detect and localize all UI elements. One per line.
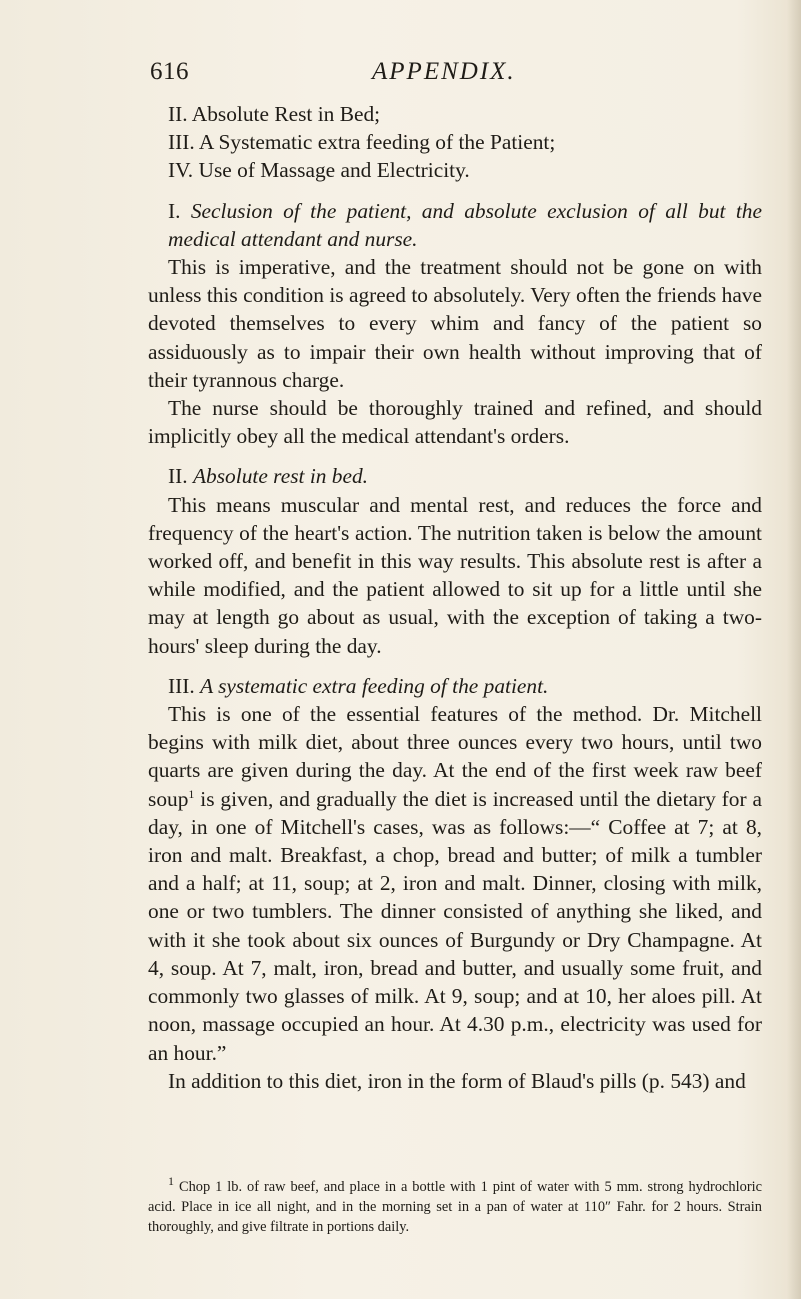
paragraph: This means muscular and mental rest, and reduces the force and frequency of the heart's action. The nutrition taken is below the amount worked off, and benefit in this way results. This absolute rest is after a while modified, and the patient allowed to sit up for a little until she may at length go about as usual, with the exception of taking a two-hours' sleep during the day. (148, 492, 762, 658)
section-1-heading (148, 197, 762, 253)
paragraph-part: is given, and gradually the diet is increased until the dietary for a day, in one of Mitchell's cases, was as follows:—“ Coffee at 7; at 8, iron and malt. Breakfast, a chop, bread and butter; of milk a tumbler and a half; at 11, soup; at 2, iron and malt. Dinner, closing with milk, one or two tumblers. The dinner consisted of anything she liked, and with it she took about six ounces of Burgundy or Dry Champagne. At 4, soup. At 7, malt, iron, bread and butter, and usually some fruit, and commonly two glasses of milk. At 9, soup; and at 10, her aloes pill. At noon, massage occupied an hour. At 4.30 p.m., electricity was used for an hour.” (148, 786, 762, 1065)
page-edge-shadow (787, 0, 801, 1299)
section-2-heading (148, 462, 762, 490)
body-text (148, 100, 762, 1095)
paragraph (148, 700, 762, 1067)
footnote-reference[interactable]: 1 (188, 786, 195, 801)
list-item: III. A Systematic extra feeding of the Patient; (168, 130, 556, 155)
paragraph-part: This is one of the essential features of the method. Dr. Mitchell begins with milk diet, about three ounces every two hours, until two quarts are given during the day. At the end of the first week raw beef soup (148, 702, 762, 811)
page-number: 616 (150, 58, 189, 85)
section-1-number: I. (168, 198, 181, 223)
list-item: II. Absolute Rest in Bed; (168, 102, 381, 126)
section-2-title: Absolute rest in bed. (192, 464, 369, 489)
footnote (148, 1174, 762, 1237)
section-3-heading (148, 672, 762, 700)
running-head: APPENDIX. (372, 58, 516, 85)
page-header (150, 58, 710, 88)
section-1-title: Seclusion of the patient, and absolute exclusion of all but the medical attendant and nurse. (168, 198, 762, 251)
footnote-text (148, 1174, 762, 1237)
section-2-number: II. (168, 464, 188, 489)
list-item: IV. Use of Massage and Electricity. (168, 158, 470, 183)
section-3-title: A systematic extra feeding of the patient. (200, 673, 549, 698)
section-3-number: III. (168, 673, 195, 698)
paragraph: The nurse should be thoroughly trained and refined, and should implicitly obey all the medical attendant's orders. (148, 396, 762, 449)
footnote-marker: 1 (168, 1174, 174, 1189)
footnote-body: Chop 1 lb. of raw beef, and place in a bottle with 1 pint of water with 5 mm. strong hydrochloric acid. Place in ice all night, and in the morning set in a pan of water at 110″ Fahr. for 2 hours. Strain thoroughly, and give filtrate in portions daily. (148, 1179, 762, 1235)
paragraph: This is imperative, and the treatment should not be gone on with unless this condition is agreed to absolutely. Very often the friends have devoted themselves to every whim and fancy of the patient so assiduously as to impair their own health without improving that of their tyrannous charge. (148, 255, 762, 392)
paragraph: In addition to this diet, iron in the form of Blaud's pills (p. 543) and (168, 1068, 746, 1093)
